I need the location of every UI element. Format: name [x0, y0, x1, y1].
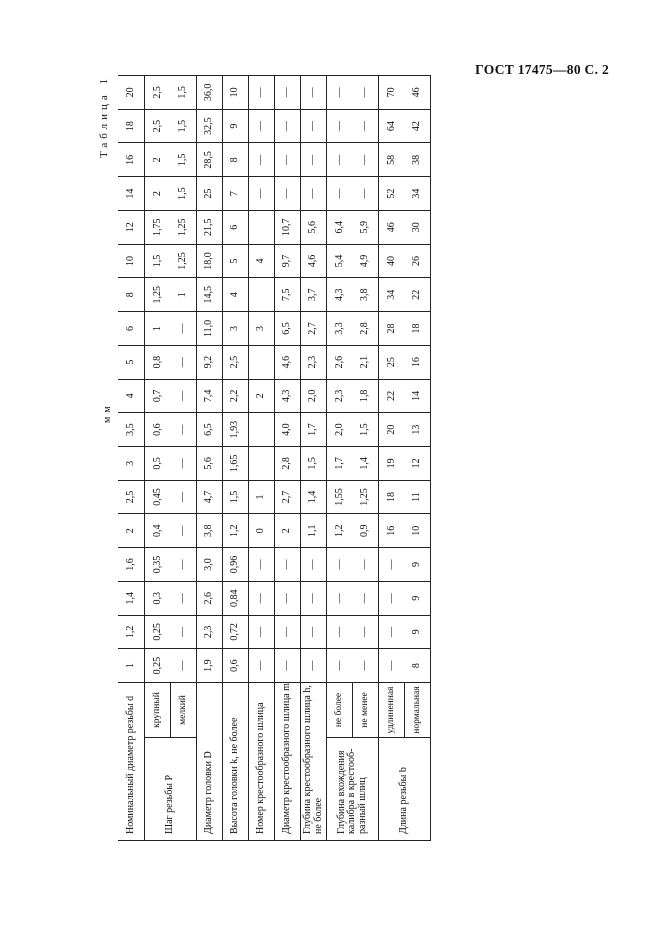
table-cell: 9	[405, 581, 431, 615]
table-cell: —	[171, 312, 197, 346]
table-row	[405, 76, 431, 841]
table-cell: 1,5	[223, 480, 249, 514]
table-cell: 0,96	[223, 548, 249, 582]
table-cell: 1,5	[353, 413, 379, 447]
table-cell: 30	[405, 210, 431, 244]
table-cell: 2,7	[275, 480, 301, 514]
table-cell: 5,6	[197, 446, 223, 480]
header-cell: 5	[118, 345, 145, 379]
table-cell: 40	[379, 244, 405, 278]
header-cell: 3,5	[118, 413, 145, 447]
row-sublabel: не более	[327, 682, 353, 737]
row-sublabel: нормальная	[405, 682, 431, 737]
table-cell: —	[171, 581, 197, 615]
table-cell: 2,8	[353, 312, 379, 346]
table-cell: —	[249, 109, 275, 143]
table-cell: —	[275, 143, 301, 177]
table-cell: —	[275, 581, 301, 615]
table-row	[275, 76, 301, 841]
table-cell: 25	[379, 345, 405, 379]
table-cell: 4	[223, 278, 249, 312]
table-cell: —	[249, 581, 275, 615]
table-cell: 5,4	[327, 244, 353, 278]
table-cell: 2,0	[301, 379, 327, 413]
table-cell: —	[353, 109, 379, 143]
table-cell: 36,0	[197, 76, 223, 110]
table-cell: 6	[223, 210, 249, 244]
table-cell: —	[249, 649, 275, 683]
table-cell: 22	[405, 278, 431, 312]
table-cell: 1,5	[171, 109, 197, 143]
table-cell: 64	[379, 109, 405, 143]
table-cell: —	[275, 649, 301, 683]
row-label: Номер крестообразного шлица	[249, 682, 275, 840]
table-cell: 9,7	[275, 244, 301, 278]
header-cell: 1,6	[118, 548, 145, 582]
table-cell: 9	[223, 109, 249, 143]
table-cell: 1	[171, 278, 197, 312]
table-cell: 0,6	[223, 649, 249, 683]
table-body	[145, 76, 431, 841]
table-cell: 1,1	[301, 514, 327, 548]
table-cell: 13	[405, 413, 431, 447]
header-label: Номинальный диаметр резьбы d	[118, 682, 145, 840]
table-cell: 2,2	[223, 379, 249, 413]
table-cell	[249, 446, 275, 480]
table-cell: 5,6	[301, 210, 327, 244]
header-cell: 14	[118, 177, 145, 211]
row-label: Глубина вхождения калибра в крестооб-разный шлиц	[327, 738, 379, 841]
row-sublabel: удлиненная	[379, 682, 405, 737]
table-cell: —	[353, 143, 379, 177]
table-cell: —	[249, 76, 275, 110]
table-cell: 3,8	[197, 514, 223, 548]
table-cell: —	[301, 649, 327, 683]
table-cell: 1,7	[301, 413, 327, 447]
table-cell: 10	[223, 76, 249, 110]
table-cell: —	[275, 109, 301, 143]
table-cell: 1,5	[171, 76, 197, 110]
table-cell: 3	[249, 312, 275, 346]
table-cell: —	[327, 143, 353, 177]
table-cell: —	[327, 649, 353, 683]
table-cell: 7,4	[197, 379, 223, 413]
table-cell: 19	[379, 446, 405, 480]
table-cell: 1,8	[353, 379, 379, 413]
table-cell: 2,5	[145, 109, 171, 143]
table-cell: 3	[223, 312, 249, 346]
table-cell: —	[249, 615, 275, 649]
table-cell: —	[301, 177, 327, 211]
table-cell: —	[379, 548, 405, 582]
table-cell: 2	[275, 514, 301, 548]
row-label: Шаг резьбы P	[145, 738, 197, 841]
row-sublabel: не менее	[353, 682, 379, 737]
table-cell: —	[301, 548, 327, 582]
table-cell: 4,6	[301, 244, 327, 278]
table-cell: —	[301, 109, 327, 143]
table-cell: —	[353, 76, 379, 110]
table-cell: 1,9	[197, 649, 223, 683]
row-sublabel: крупный	[145, 682, 171, 737]
table-cell: 0,84	[223, 581, 249, 615]
table-row	[197, 76, 223, 841]
table-cell: —	[301, 581, 327, 615]
table-cell: —	[379, 615, 405, 649]
table-cell: 4,7	[197, 480, 223, 514]
table-cell: 2,0	[327, 413, 353, 447]
table-cell: 16	[405, 345, 431, 379]
table-cell: —	[171, 615, 197, 649]
table-cell: 3,7	[301, 278, 327, 312]
table-cell: 2,6	[327, 345, 353, 379]
table-cell: 1,7	[327, 446, 353, 480]
table-cell: 4,3	[275, 379, 301, 413]
table-cell: 14,5	[197, 278, 223, 312]
table-cell: 9,2	[197, 345, 223, 379]
header-cell: 2	[118, 514, 145, 548]
table-cell: 22	[379, 379, 405, 413]
table-cell: —	[171, 480, 197, 514]
table-cell: 34	[379, 278, 405, 312]
table-cell: 9	[405, 548, 431, 582]
table-cell: 0,9	[353, 514, 379, 548]
header-cell: 1	[118, 649, 145, 683]
table-cell: 52	[379, 177, 405, 211]
table-cell: 4,9	[353, 244, 379, 278]
table-row	[249, 76, 275, 841]
table-cell: 32,5	[197, 109, 223, 143]
table-row	[171, 76, 197, 841]
dimensions-table	[118, 75, 431, 841]
table-cell: —	[327, 76, 353, 110]
table-cell: 1,4	[353, 446, 379, 480]
table-cell: 2,3	[327, 379, 353, 413]
table-cell: 6,5	[197, 413, 223, 447]
table-cell: —	[275, 177, 301, 211]
table-cell: —	[171, 379, 197, 413]
table-cell: 1,93	[223, 413, 249, 447]
table-cell: 1,5	[301, 446, 327, 480]
table-cell: 10,7	[275, 210, 301, 244]
table-cell: 11	[405, 480, 431, 514]
table-cell: —	[353, 548, 379, 582]
table-cell: 4,6	[275, 345, 301, 379]
table-cell: —	[379, 581, 405, 615]
table-cell: 2,5	[223, 345, 249, 379]
table-cell: 14	[405, 379, 431, 413]
table-cell: —	[171, 548, 197, 582]
table-cell	[249, 278, 275, 312]
table-cell: —	[301, 143, 327, 177]
table-cell: 4,0	[275, 413, 301, 447]
table-row	[301, 76, 327, 841]
header-cell: 6	[118, 312, 145, 346]
table-row	[327, 76, 353, 841]
header-cell: 2,5	[118, 480, 145, 514]
table-cell: —	[353, 615, 379, 649]
table-cell: 1,25	[171, 210, 197, 244]
table-cell: 3,0	[197, 548, 223, 582]
table-cell: 8	[405, 649, 431, 683]
table-cell: 0,4	[145, 514, 171, 548]
row-sublabel: мелкий	[171, 682, 197, 737]
table-cell: 2,3	[301, 345, 327, 379]
table-cell: 4,3	[327, 278, 353, 312]
table-cell: 1,4	[301, 480, 327, 514]
table-cell: 5	[223, 244, 249, 278]
table-cell: 1,25	[145, 278, 171, 312]
table-cell: 42	[405, 109, 431, 143]
table-cell: —	[171, 649, 197, 683]
table-row	[145, 76, 171, 841]
table-cell: 1,25	[353, 480, 379, 514]
table-cell: 20	[379, 413, 405, 447]
table-cell: 6,5	[275, 312, 301, 346]
table-cell: 2,6	[197, 581, 223, 615]
header-cell: 4	[118, 379, 145, 413]
table-cell: —	[171, 446, 197, 480]
table-cell: 9	[405, 615, 431, 649]
table-cell: —	[275, 76, 301, 110]
table-cell: —	[171, 345, 197, 379]
table-cell: 0,25	[145, 649, 171, 683]
table-cell	[249, 345, 275, 379]
table-cell: —	[353, 177, 379, 211]
table-cell: 8	[223, 143, 249, 177]
table-cell: 0,45	[145, 480, 171, 514]
rotated-table-block	[93, 75, 422, 841]
table-cell: 0,35	[145, 548, 171, 582]
table-row	[353, 76, 379, 841]
row-label: Диаметр крестообразного шлица m	[275, 682, 301, 840]
table-cell: 1,5	[171, 177, 197, 211]
table-cell: 46	[379, 210, 405, 244]
table-cell: 7	[223, 177, 249, 211]
table-cell	[249, 413, 275, 447]
table-cell: —	[171, 413, 197, 447]
table-cell: 21,5	[197, 210, 223, 244]
table-cell: 28	[379, 312, 405, 346]
table-cell: —	[327, 548, 353, 582]
table-cell: 2	[145, 143, 171, 177]
table-cell: 2,8	[275, 446, 301, 480]
table-cell: —	[327, 177, 353, 211]
table-cell: 16	[379, 514, 405, 548]
table-cell: —	[301, 615, 327, 649]
table-cell: 0,3	[145, 581, 171, 615]
table-cell: 46	[405, 76, 431, 110]
table-cell: 18	[405, 312, 431, 346]
header-cell: 8	[118, 278, 145, 312]
table-cell: —	[275, 548, 301, 582]
table-cell: 2	[249, 379, 275, 413]
table-cell: 0,8	[145, 345, 171, 379]
header-cell: 10	[118, 244, 145, 278]
table-cell: 7,5	[275, 278, 301, 312]
header-cell: 12	[118, 210, 145, 244]
header-cell: 1,4	[118, 581, 145, 615]
table-cell: 10	[405, 514, 431, 548]
row-label: Длина резьбы b	[379, 738, 431, 841]
table-row	[223, 76, 249, 841]
table-cell: 2,5	[145, 76, 171, 110]
table-cell: —	[249, 548, 275, 582]
table-cell: 1,5	[145, 244, 171, 278]
table-cell: 5,9	[353, 210, 379, 244]
header-cell: 3	[118, 446, 145, 480]
table-cell: —	[327, 581, 353, 615]
table-cell: 1,75	[145, 210, 171, 244]
header-cell: 16	[118, 143, 145, 177]
table-cell: 26	[405, 244, 431, 278]
header-cell: 18	[118, 109, 145, 143]
table-cell: 1,25	[171, 244, 197, 278]
table-cell: 4	[249, 244, 275, 278]
table-cell: —	[301, 76, 327, 110]
table-cell: —	[171, 514, 197, 548]
table-cell: 25	[197, 177, 223, 211]
table-cell: 3,8	[353, 278, 379, 312]
table-cell: 3,3	[327, 312, 353, 346]
table-cell	[249, 210, 275, 244]
table-cell: 18,0	[197, 244, 223, 278]
row-label: Диаметр головки D	[197, 682, 223, 840]
table-header-row	[118, 76, 145, 841]
table-cell: 12	[405, 446, 431, 480]
table-cell: 1,2	[327, 514, 353, 548]
row-label: Глубина крестообразного шлица h, не более	[301, 682, 327, 840]
table-cell: —	[379, 649, 405, 683]
table-cell: —	[353, 649, 379, 683]
table-cell: 0,5	[145, 446, 171, 480]
table-cell: 6,4	[327, 210, 353, 244]
table-cell: —	[327, 109, 353, 143]
table-cell: 1,55	[327, 480, 353, 514]
table-cell: 1,65	[223, 446, 249, 480]
table-cell: 0	[249, 514, 275, 548]
row-label: Высота головки k, не более	[223, 682, 249, 840]
table-cell: 1	[249, 480, 275, 514]
page-header: ГОСТ 17475—80 С. 2	[475, 62, 609, 77]
table-cell: 0,72	[223, 615, 249, 649]
table-cell: —	[353, 581, 379, 615]
table-row	[379, 76, 405, 841]
header-cell: 20	[118, 76, 145, 110]
table-cell: —	[327, 615, 353, 649]
table-cell: 2,1	[353, 345, 379, 379]
table-cell: 2,3	[197, 615, 223, 649]
table-cell: 0,6	[145, 413, 171, 447]
table-cell: 58	[379, 143, 405, 177]
header-cell: 1,2	[118, 615, 145, 649]
table-unit: мм	[102, 402, 113, 423]
table-cell: 1,5	[171, 143, 197, 177]
table-cell: —	[249, 143, 275, 177]
table-caption: Таблица 1	[98, 75, 110, 159]
table-cell: 0,7	[145, 379, 171, 413]
table-cell: —	[275, 615, 301, 649]
table-cell: 2	[145, 177, 171, 211]
table-cell: 0,25	[145, 615, 171, 649]
table-cell: 2,7	[301, 312, 327, 346]
table-cell: 28,5	[197, 143, 223, 177]
table-cell: 11,0	[197, 312, 223, 346]
table-cell: 70	[379, 76, 405, 110]
table-cell: —	[249, 177, 275, 211]
table-cell: 18	[379, 480, 405, 514]
table-cell: 1,2	[223, 514, 249, 548]
table-cell: 38	[405, 143, 431, 177]
table-cell: 1	[145, 312, 171, 346]
table-cell: 34	[405, 177, 431, 211]
